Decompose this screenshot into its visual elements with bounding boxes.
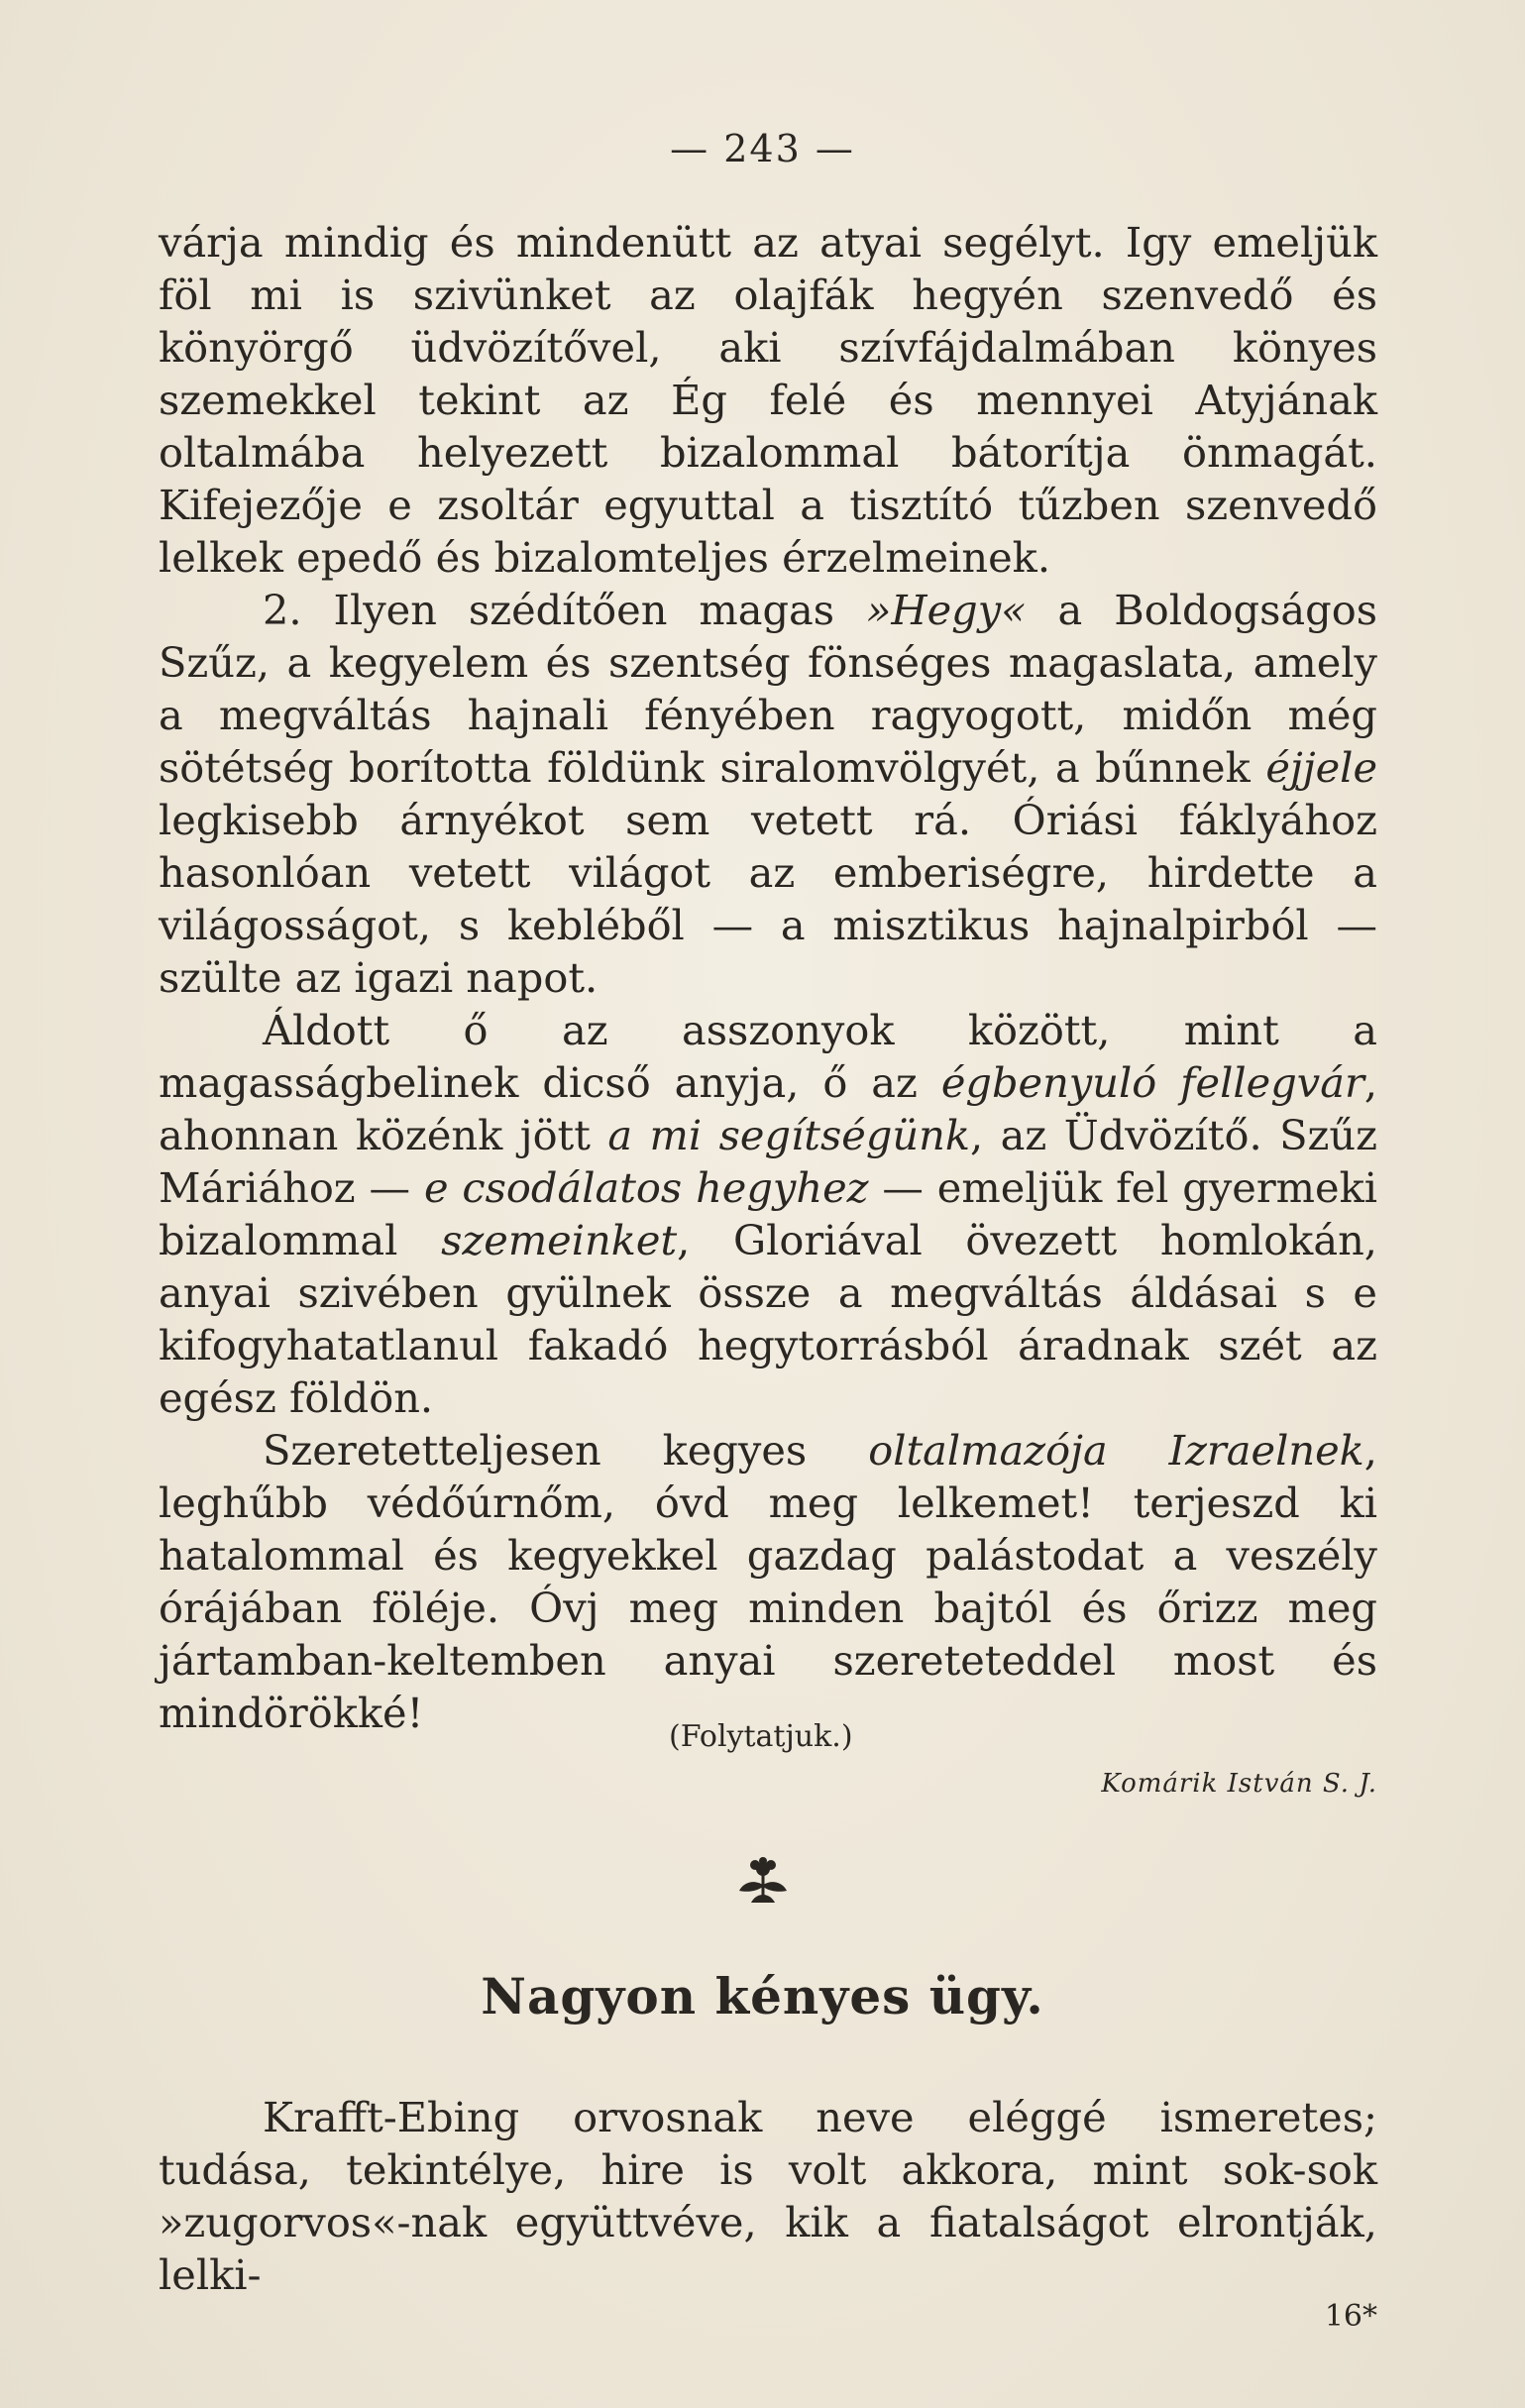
italic-text: oltalmazója Izraelnek bbox=[868, 1426, 1364, 1475]
text-segment: Áldott ő az asszonyok között, mint a magasságbelinek dicső anyja, ő az bbox=[159, 1006, 1377, 1107]
text-segment: a Boldogságos Szűz, a kegyelem és szentség fönséges magaslata, amely a megváltás hajnali fényében ragyogott, midőn még sötétség borította földünk siralomvölgyét, a bűnnek bbox=[159, 586, 1377, 792]
body-text bbox=[159, 216, 1377, 1739]
text-segment: — emeljük fel gyermeki bizalommal bbox=[159, 1163, 1377, 1264]
text-segment: , ahonnan közénk jött bbox=[159, 1058, 1378, 1159]
text-segment: , Gloriával övezett homlokán, anyai szivében gyülnek össze a megváltás áldásai s e kifogyhatatlanul fakadó hegytorrásból áradnak szét az egész földön. bbox=[159, 1216, 1377, 1422]
italic-text: éjjele bbox=[1265, 743, 1377, 792]
text-segment: várja mindig és mindenütt az atyai segélyt. Igy emeljük föl mi is szivünket az olajfák hegyén szenvedő és könyörgő üdvözítővel, aki szívfájdalmában könyes szemekkel tekint az Ég felé és mennyei Atyjának oltalmába helyezett bizalommal bátorítja önmagát. Kifejezője e zsoltár egyuttal a tisztító tűzben szenvedő lelkek epedő és bizalomteljes érzelmeinek. bbox=[159, 218, 1377, 582]
text-segment: 2. Ilyen szédítően magas bbox=[263, 586, 867, 634]
text-segment: legkisebb árnyékot sem vetett rá. Óriási fáklyához hasonlóan vetett világot az emberiségre, hirdette a világosságot, s kebléből — a misztikus hajnalpirból — szülte az igazi napot. bbox=[159, 796, 1377, 1002]
paragraph bbox=[159, 1424, 1377, 1739]
continued-label: (Folytatjuk.) bbox=[669, 1719, 853, 1754]
sheet-signature: 16* bbox=[1324, 2299, 1377, 2334]
italic-text: szemeinket bbox=[441, 1216, 678, 1264]
author-signature: Komárik István S. J. bbox=[1101, 1769, 1377, 1799]
page-number: — 243 — bbox=[670, 127, 855, 170]
paragraph bbox=[159, 584, 1377, 1004]
paragraph bbox=[159, 1004, 1377, 1424]
article-paragraph: Krafft-Ebing orvosnak neve eléggé ismeretes; tudása, tekintélye, hire is volt akkora, mint sok-sok »zugorvos«-nak együttvéve, kik a fiatalságot elrontják, lelki- bbox=[159, 2093, 1377, 2299]
article-title: Nagyon kényes ügy. bbox=[481, 1967, 1044, 2025]
italic-text: a mi segítségünk bbox=[607, 1111, 971, 1159]
flower-ornament-icon bbox=[733, 1855, 793, 1905]
italic-text: égbenyuló fellegvár bbox=[940, 1058, 1364, 1107]
italic-text: e csodálatos hegyhez bbox=[423, 1163, 869, 1212]
text-segment: Szeretetteljesen kegyes bbox=[263, 1426, 869, 1475]
text-segment: , az Üdvözítő. Szűz Máriához — bbox=[159, 1111, 1377, 1212]
text-segment: , leghűbb védőúrnőm, óvd meg lelkemet! terjeszd ki hatalommal és kegyekkel gazdag palástodat a veszély órájában föléje. Óvj meg minden bajtól és őrizz meg jártamban-keltemben anyai szereteteddel most és mindörökké! bbox=[159, 1426, 1377, 1737]
paragraph bbox=[159, 216, 1377, 584]
italic-text: »Hegy« bbox=[866, 586, 1027, 634]
article-text bbox=[159, 2091, 1377, 2301]
